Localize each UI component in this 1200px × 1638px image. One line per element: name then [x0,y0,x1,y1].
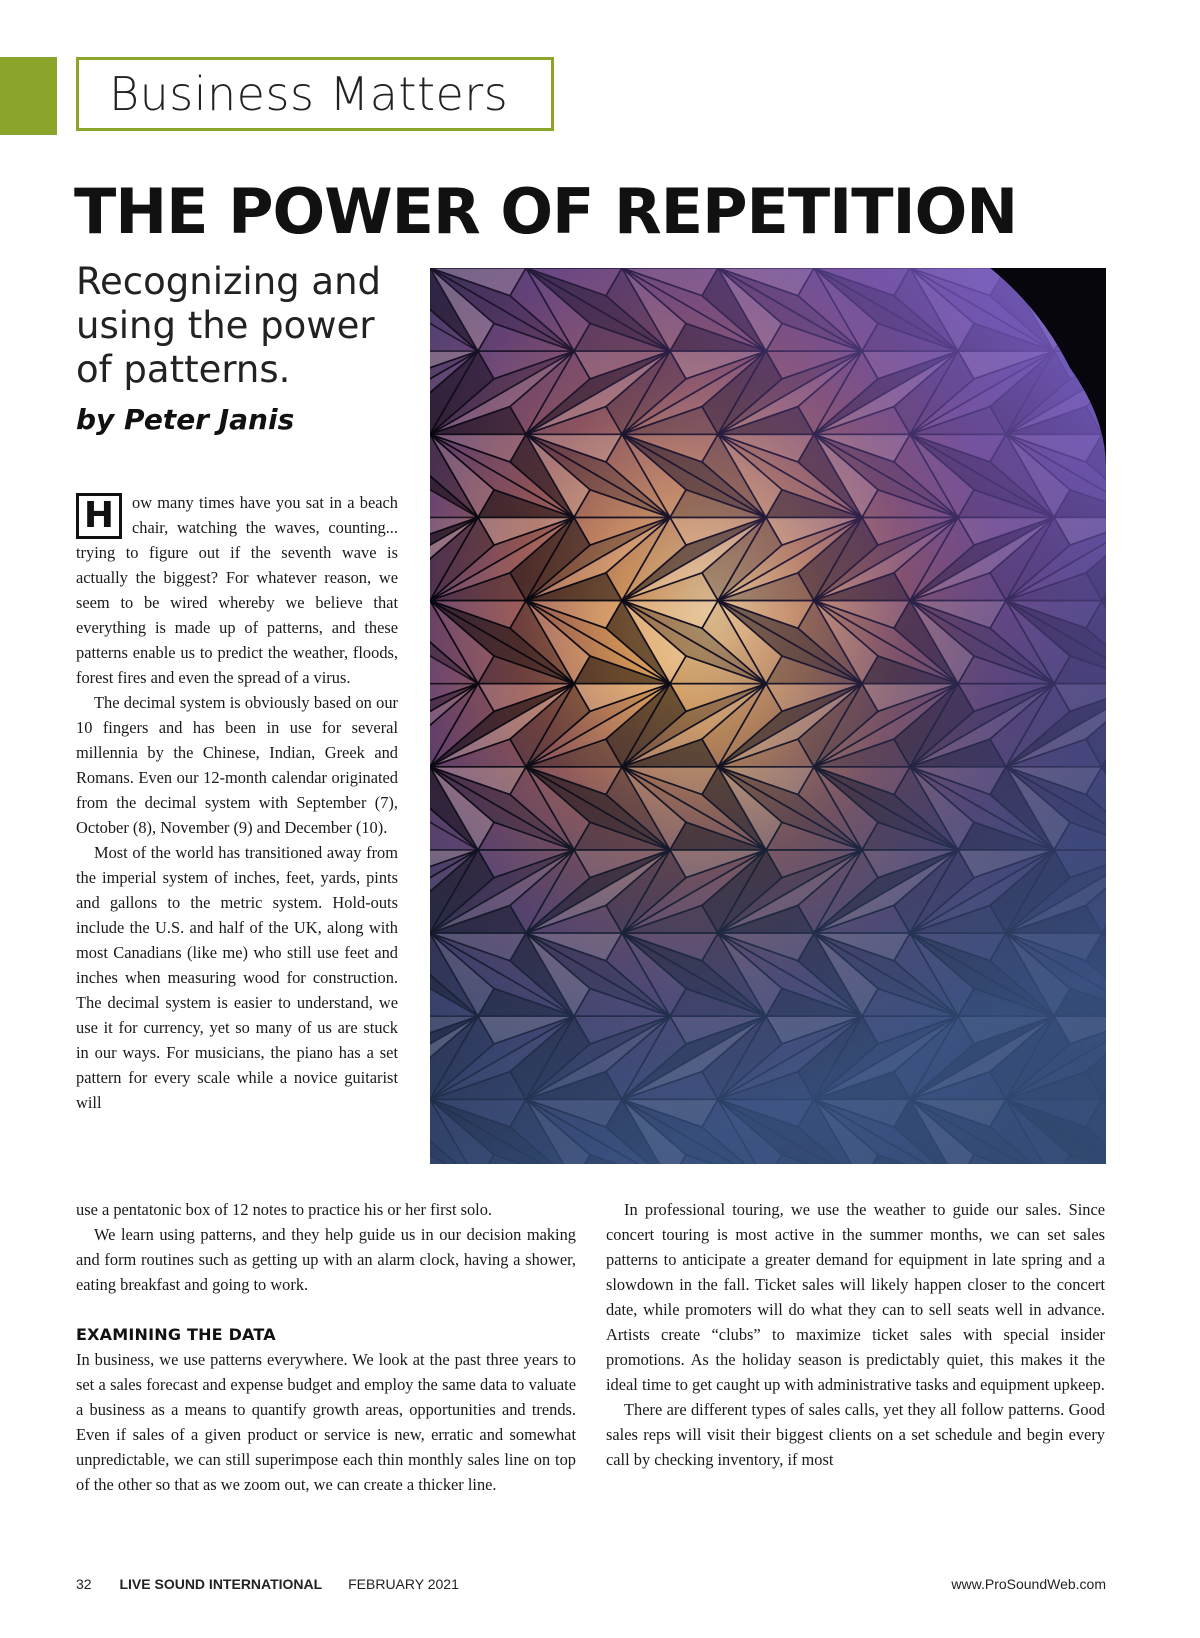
byline: by Peter Janis [76,403,295,436]
article-photo-geodesic-sphere [430,268,1106,1164]
body-paragraph-3: Most of the world has transitioned away from the imperial system of inches, feet, yards, pints and gallons to the metric system. Hold-outs include the U.S. and half of the UK, along with most Canadians (like me) who still use feet and inches when measuring wood for construction. The decimal system is easier to understand, we use it for currency, yet so many of us are stuck in our ways. For musicians, the piano has a set pattern for every scale while a novice guitarist will [76,843,398,1112]
page-number: 32 [76,1576,92,1592]
spacer [76,1297,576,1322]
issue-date: FEBRUARY 2021 [348,1576,459,1592]
body-paragraph-7: There are different types of sales calls, yet they all follow patterns. Good sales reps will visit their biggest clients on a set schedule and begin every call by checking inventory, if most [606,1400,1105,1469]
headline: THE POWER OF REPETITION [74,175,1018,248]
article-column-left [76,490,398,1115]
section-label: Business Matters [76,57,554,131]
page-footer [76,1576,1106,1596]
article-column-left-lower [76,1197,576,1497]
publication-name: LIVE SOUND INTERNATIONAL [119,1576,323,1592]
section-accent-tab [0,57,57,135]
body-paragraph-3-continued: use a pentatonic box of 12 notes to practice his or her first solo. [76,1200,493,1219]
website-url: www.ProSoundWeb.com [951,1576,1106,1592]
body-paragraph-5: In business, we use patterns everywhere. We look at the past three years to set a sales forecast and expense budget and employ the same data to valuate a business as a means to quantify growth areas, opportunities and trends. Even if sales of a given product or service is new, erratic and somewhat unpredictable, we can still superimpose each thin monthly sales line on top of the other so that as we zoom out, we can create a thicker line. [76,1350,576,1494]
body-paragraph-6: In professional touring, we use the weather to guide our sales. Since concert touring is most active in the summer months, we can set sales patterns to anticipate a greater demand for equipment in late spring and a slowdown in the fall. Ticket sales will likely happen closer to the concert date, while promoters will do what they can to sell seats well in advance. Artists create “clubs” to maximize ticket sales with special insider promotions. As the holiday season is predictably quiet, this makes it the ideal time to get caught up with administrative tasks and equipment upkeep. [606,1200,1105,1394]
subtitle: Recognizing and using the power of patterns. [76,260,382,391]
section-subhead: EXAMINING THE DATA [76,1325,276,1344]
body-paragraph-2: The decimal system is obviously based on our 10 fingers and has been in use for several millennia by the Chinese, Indian, Greek and Romans. Even our 12-month calendar originated from the decimal system with September (7), October (8), November (9) and December (10). [76,693,398,837]
article-column-right [606,1197,1105,1472]
footer-left [76,1576,459,1592]
body-paragraph-4: We learn using patterns, and they help guide us in our decision making and form routines such as getting up with an alarm clock, having a shower, eating breakfast and going to work. [76,1225,576,1294]
body-paragraph-1: H ow many times have you sat in a beach chair, watching the waves, counting... trying to figure out if the seventh wave is actually the biggest? For whatever reason, we seem to be wired whereby we believe that everything is made up of patterns, and these patterns enable us to predict the weather, floods, forest fires and even the spread of a virus. [76,493,398,687]
drop-cap: H [76,493,122,539]
